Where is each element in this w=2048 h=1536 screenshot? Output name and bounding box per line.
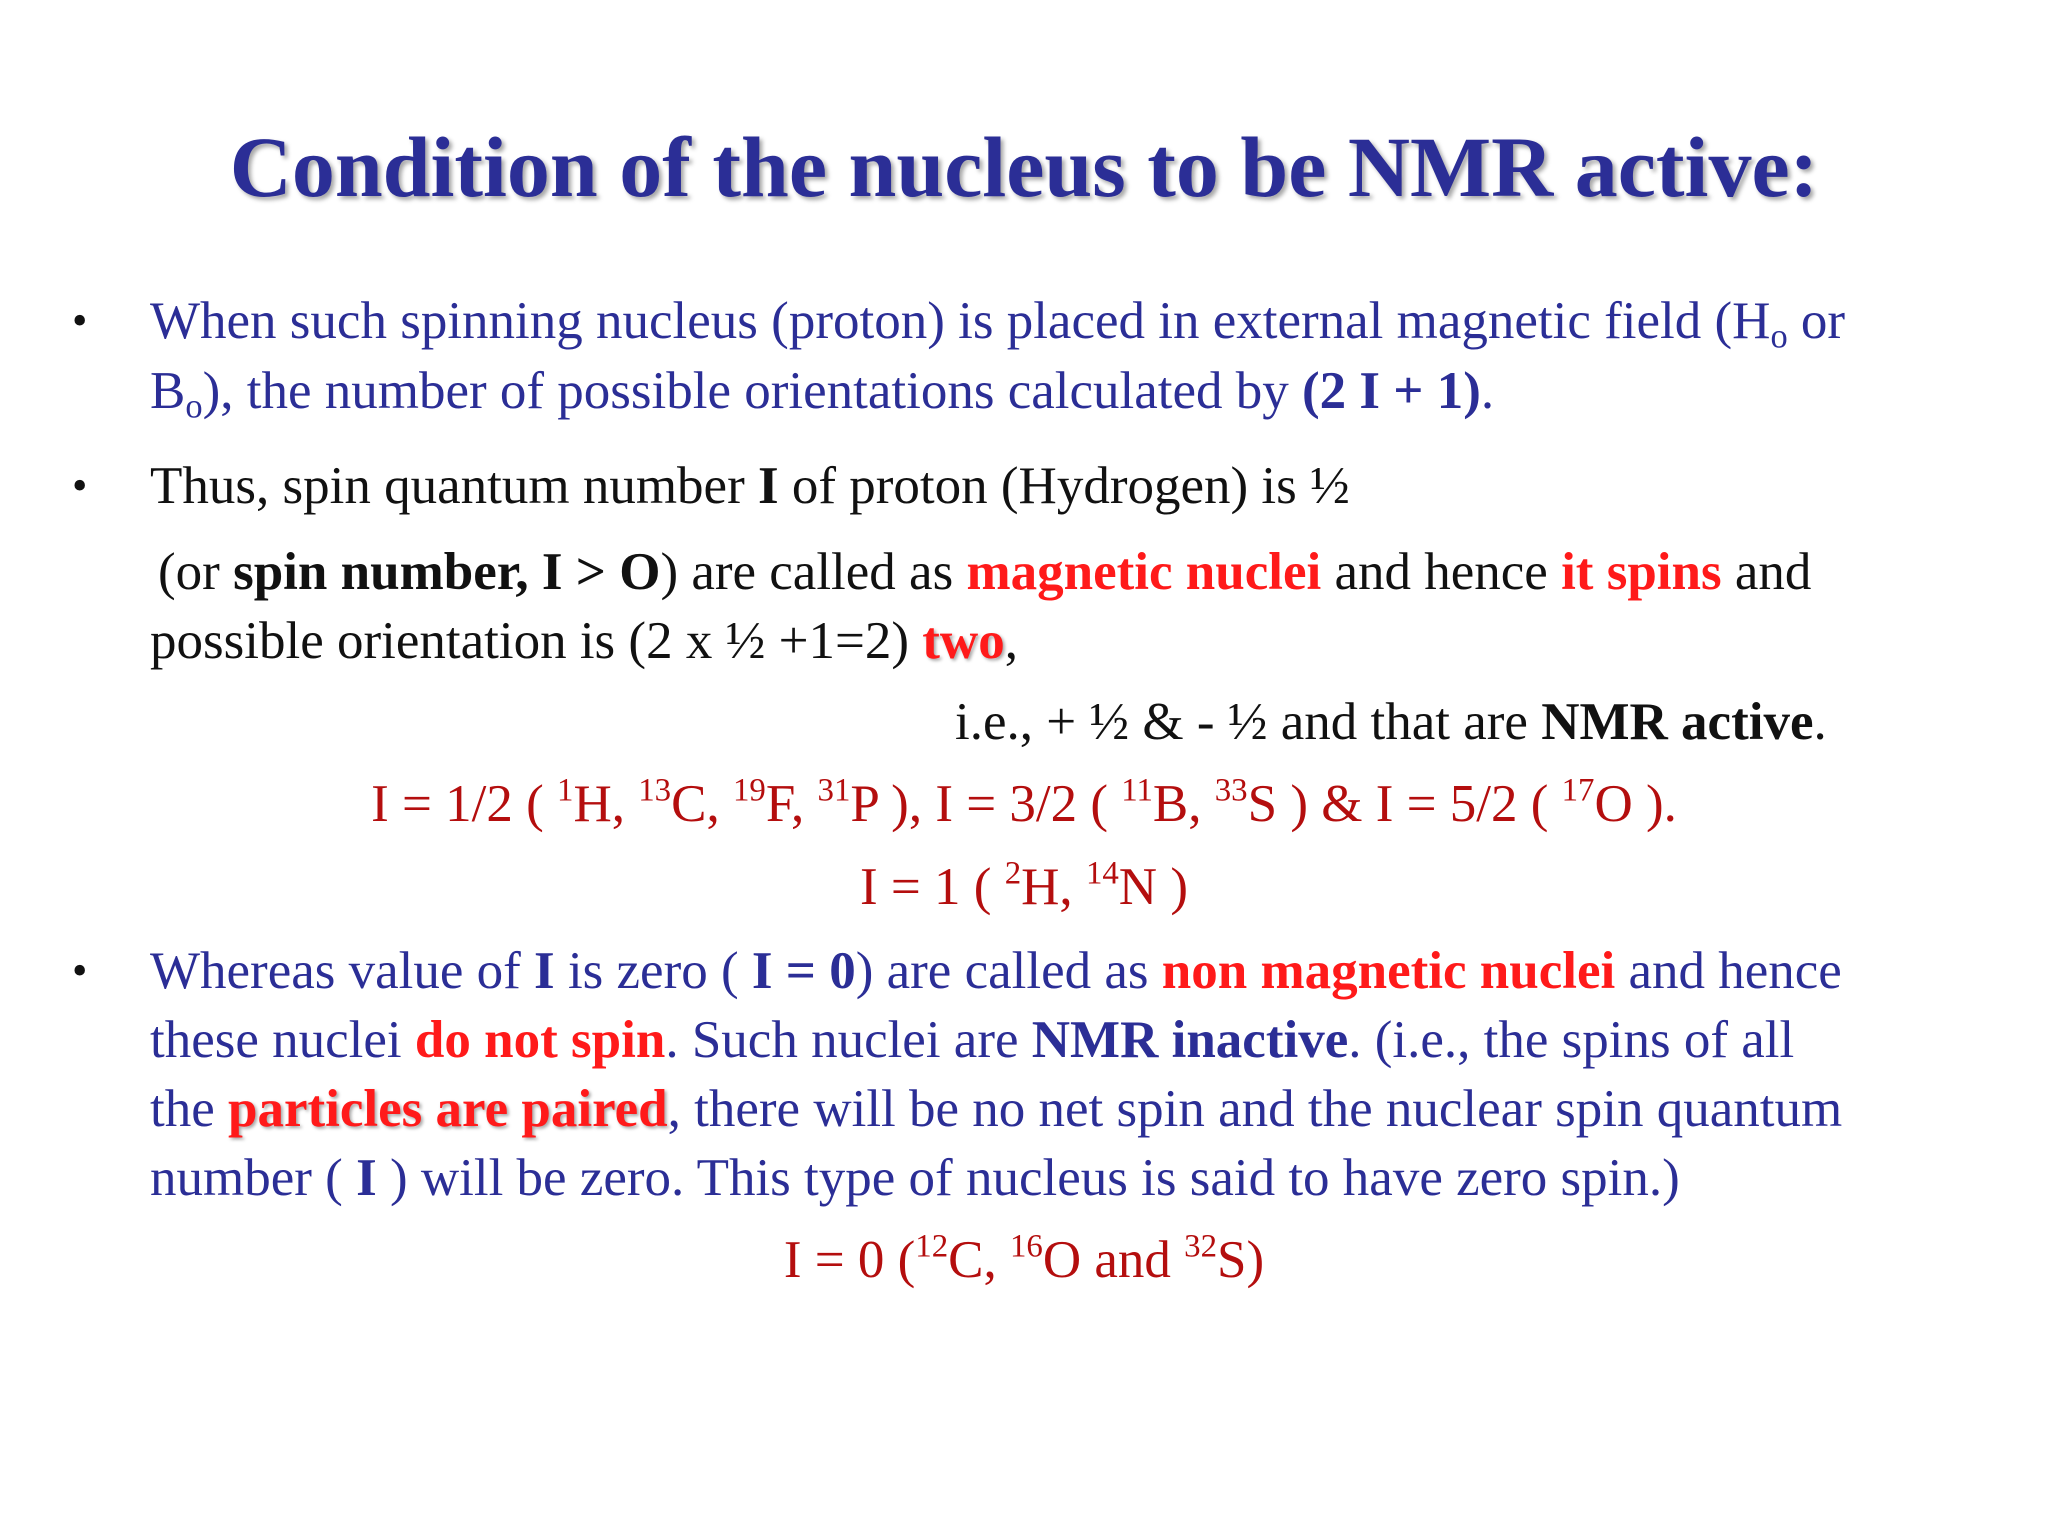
bullet1-line1: When such spinning nucleus (proton) is placed in external magnetic field ($H_o$ or [150, 292, 1846, 356]
slide-title: Condition of the nucleus to be NMR active: [229, 119, 1819, 215]
bullet3-line4: number ( I ) will be zero. This type of nucleus is said to have zero spin.) [150, 1149, 1680, 1207]
spin-zero-equation: I = 0 ($^{12}$C, $^{16}$O and $^{32}$S) [783, 1228, 1265, 1289]
spin-half-equation: I = 1/2 ( $^1$H, $^{13}$C, $^{19}$F, $^{31}$P ), I = 3/2 ( $^{11}$B, $^{33}$S ) & I = 5/2 ( $^{17}$O ). [371, 772, 1677, 833]
bullet-marker: • [72, 946, 88, 995]
bullet3-line3: the particles are paired, there will be no net spin and the nuclear spin quantum [150, 1080, 1843, 1138]
bullet2-line4: i.e., + ½ & - ½ and that are NMR active. [955, 693, 1827, 751]
bullet3-line1: Whereas value of I is zero ( I = 0) are called as non magnetic nuclei and hence [150, 942, 1842, 1000]
bullet-marker: • [72, 461, 88, 510]
bullet2-line1: Thus, spin quantum number I of proton (Hydrogen) is ½ [150, 457, 1350, 515]
spin-one-equation: I = 1 ( $^2$H, $^{14}$N ) [860, 855, 1188, 916]
bullet1-line2: $B_o$), the number of possible orientations calculated by (2 I + 1). [150, 362, 1495, 426]
bullet3-line2: these nuclei do not spin. Such nuclei are NMR inactive. (i.e., the spins of all [150, 1011, 1795, 1069]
bullet2-line3: possible orientation is (2 x ½ +1=2) two, [150, 612, 1018, 670]
bullet-marker: • [72, 296, 88, 345]
bullet2-line2: (or spin number, I > O) are called as magnetic nuclei and hence it spins and [158, 543, 1812, 601]
